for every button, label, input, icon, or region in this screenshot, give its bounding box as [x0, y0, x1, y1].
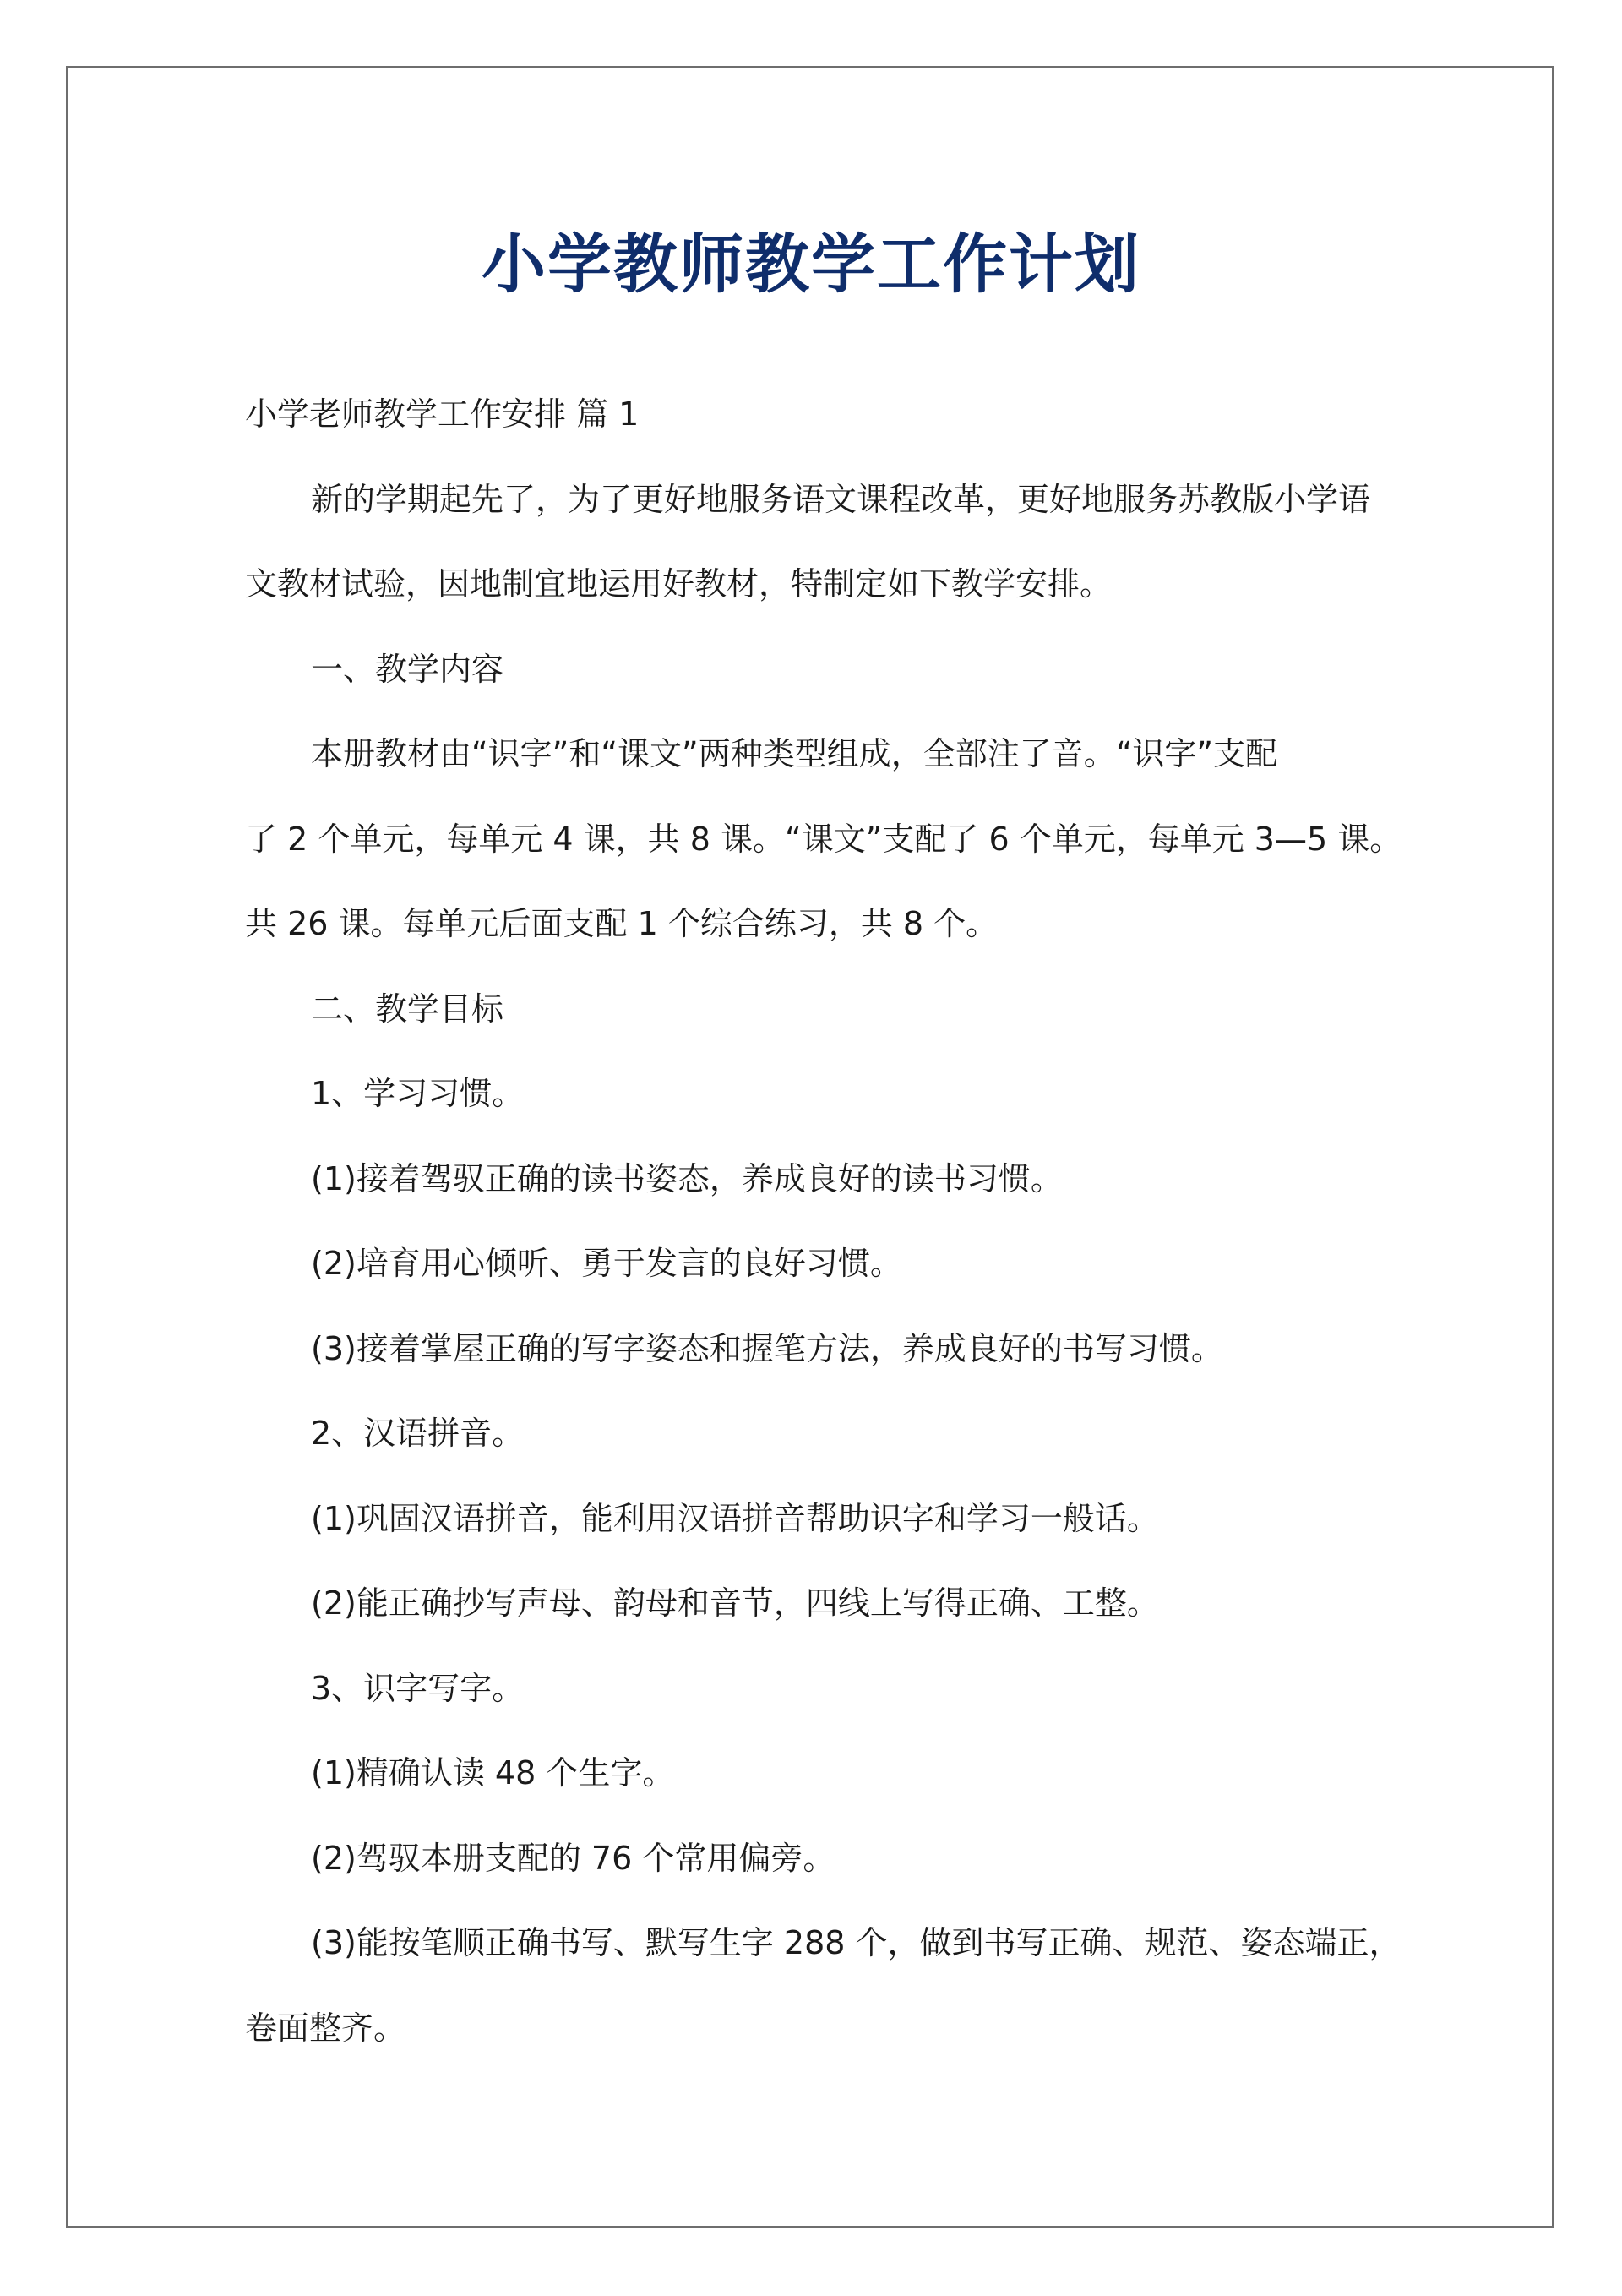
list-item: (1)精确认读 48 个生字。: [311, 1754, 675, 1792]
paragraph-line: 了 2 个单元，每单元 4 课，共 8 课。“课文”支配了 6 个单元，每单元 3—5 课。: [245, 820, 1402, 858]
list-item: (3)能按笔顺正确书写、默写生字 288 个，做到书写正确、规范、姿态端正，: [311, 1924, 1402, 1961]
paragraph-line: 本册教材由“识字”和“课文”两种类型组成，全部注了音。“识字”支配: [311, 735, 1278, 772]
paragraph-line: 卷面整齐。: [245, 2009, 406, 2047]
list-item: (1)接着驾驭正确的读书姿态，养成良好的读书习惯。: [311, 1159, 1063, 1197]
list-item: (2)培育用心倾听、勇于发言的良好习惯。: [311, 1245, 902, 1282]
document-body: [245, 372, 1402, 2070]
paragraph-line: 文教材试验，因地制宜地运用好教材，特制定如下教学安排。: [245, 565, 1113, 603]
paragraph-line: 新的学期起先了，为了更好地服务语文课程改革，更好地服务苏教版小学语: [311, 480, 1371, 518]
section-heading: 一、教学内容: [311, 650, 504, 688]
section-heading: 小学老师教学工作安排 篇 1: [245, 395, 640, 433]
subsection-heading: 1、学习习惯。: [311, 1075, 525, 1112]
paragraph-line: 共 26 课。每单元后面支配 1 个综合练习，共 8 个。: [245, 905, 999, 942]
document-title: 小学教师教学工作计划: [482, 226, 1140, 302]
subsection-heading: 2、汉语拼音。: [311, 1415, 525, 1452]
section-heading: 二、教学目标: [311, 990, 504, 1028]
list-item: (2)能正确抄写声母、韵母和音节，四线上写得正确、工整。: [311, 1584, 1159, 1622]
list-item: (2)驾驭本册支配的 76 个常用偏旁。: [311, 1839, 835, 1877]
list-item: (1)巩固汉语拼音，能利用汉语拼音帮助识字和学习一般话。: [311, 1499, 1159, 1537]
list-item: (3)接着掌屋正确的写字姿态和握笔方法，养成良好的书写习惯。: [311, 1329, 1223, 1367]
subsection-heading: 3、识字写字。: [311, 1669, 525, 1707]
